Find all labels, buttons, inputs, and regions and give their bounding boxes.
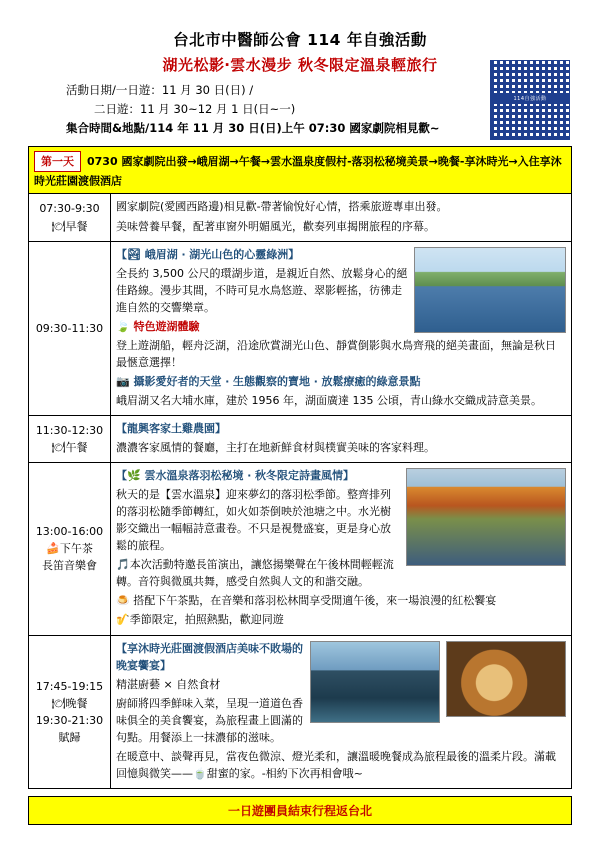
row-time-range: 13:00-16:00: [35, 525, 104, 539]
row-time-note: 🍽晚餐: [51, 696, 88, 710]
row-time-range-2: 19:30-21:30: [35, 713, 104, 727]
page-subtitle: 湖光松影‧雲水漫步 秋冬限定溫泉輕旅行: [162, 56, 438, 74]
row-time: [29, 194, 111, 241]
row-paragraph: 🎷季節限定，拍照熱點，歡迎同遊: [116, 613, 284, 627]
meta-line-dates: 活動日期/一日遊：11 月 30 日(日) /: [66, 83, 254, 97]
photo-cloud-water-hotspring: [406, 468, 566, 566]
row-paragraph: 🎵本次活動特邀長笛演出，讓悠揚樂聲在午後林間輕輕流轉。音符與微風共舞，感受自然與人文的和諧交融。: [116, 558, 394, 589]
row-paragraph: 濃濃客家風情的餐廳，主打在地新鮮食材與樸實美味的客家料理。: [116, 441, 435, 455]
row-time-note: 🍰下午茶: [46, 542, 93, 556]
row-headline: 【龍興客家土雞農園】: [116, 421, 226, 435]
row-headline: 【享沐時光莊園渡假酒店美味不敗場的晚宴饗宴】: [116, 641, 303, 672]
qr-code-label: 114自強活動: [491, 93, 569, 104]
row-headline: 【🏞 峨眉湖 ‧ 湖光山色的心靈綠洲】: [116, 247, 300, 261]
row-paragraph: 秋天的是【雲水溫泉】迎來夢幻的落羽松季節。整齊排列的落羽松隨季節轉紅，如火如荼倒映於池塘之中。水光樹影交織出一幅幅詩意畫卷。不只是視覺盛宴，更是身心放鬆的旅程。: [116, 488, 391, 553]
day-header-row: [29, 146, 572, 194]
row-content: [111, 194, 572, 241]
row-content: [111, 241, 572, 415]
meta-line-twoday: 二日遊：11 月 30~12 月 1 日(日~一): [94, 101, 296, 116]
row-time-note: 🍽早餐: [51, 219, 88, 233]
meta-line-meetup: 集合時間&地點/114 年 11 月 30 日(日)上午 07:30 國家劇院相見歡~: [66, 120, 440, 135]
row-content: [111, 635, 572, 788]
row-time-note-3: 賦歸: [58, 730, 81, 744]
row-content: [111, 463, 572, 635]
row-time-range: 09:30-11:30: [35, 321, 104, 335]
photo-emei-lake: [414, 247, 566, 333]
row-paragraph: 峨眉湖又名大埔水庫，建於 1956 年，湖面廣達 135 公頃，青山綠水交織成詩意美景。: [116, 393, 542, 407]
row-paragraph: 在暖意中、談聲再見，當夜色微涼、燈光柔和，讓溫暖晚餐成為旅程最後的溫柔片段。滿載回憶與微笑——🍵甜蜜的家。-相約下次再相會哦~: [116, 749, 556, 780]
row-time-range: 17:45-19:15: [35, 679, 104, 693]
photo-resort-hotel: [310, 641, 440, 723]
day-header-cell: [29, 146, 572, 194]
day-route: 0730 國家劇院出發→峨眉湖→午餐→雲水溫泉度假村-落羽松秘境美景→晚餐-享沐時光→入住享沐時光莊園渡假酒店: [34, 154, 562, 188]
row-paragraph: 精湛廚藝 × 自然食材: [116, 677, 221, 691]
table-row: [29, 463, 572, 635]
row-time-range: 11:30-12:30: [35, 423, 104, 437]
itinerary-table: [28, 146, 572, 789]
row-paragraph: 🍮 搭配下午茶點，在音樂和落羽松林間享受閒適午後，來一場浪漫的紅松饗宴: [116, 594, 497, 608]
row-paragraph: 登上遊湖船，輕舟泛湖，沿途欣賞湖光山色、靜賞倒影與水鳥齊飛的絕美畫面，無論是秋日最愜意選擇！: [116, 338, 556, 369]
row-time-note-2: 長笛音樂會: [42, 559, 97, 573]
row-paragraph: 📷 攝影愛好者的天堂 ‧ 生態觀察的寶地 ‧ 放鬆療癒的綠意景點: [116, 374, 421, 388]
footer-note: 一日遊團員結束行程返台北: [28, 796, 572, 825]
photo-dinner-dish: [446, 641, 566, 717]
day-flag: 第一天: [34, 151, 81, 172]
table-row: [29, 194, 572, 241]
table-row: [29, 415, 572, 462]
row-paragraph: 🍃 特色遊湖體驗: [116, 319, 200, 333]
table-row: [29, 635, 572, 788]
row-paragraph: 廚師將四季鮮味入菜，呈現一道道色香味俱全的美食饗宴，為旅程畫上圓滿的句點。用餐添上一抹濃郁的滋味。: [116, 696, 303, 744]
row-time: [29, 635, 111, 788]
row-paragraph: 國家劇院(愛國西路邊)相見歡-帶著愉悅好心情，搭乘旅遊專車出發。: [116, 200, 448, 214]
page-title: 台北市中醫師公會 114 年自強活動: [173, 31, 427, 49]
row-headline: 【🌿 雲水溫泉落羽松秘境 ‧ 秋冬限定詩畫風情】: [116, 469, 355, 483]
row-paragraph: 美味營養早餐，配著車窗外明媚風光，歡奏列車揭開旅程的序幕。: [116, 219, 435, 233]
row-time-range: 07:30-9:30: [39, 202, 100, 216]
table-row: [29, 241, 572, 415]
qr-code: [490, 60, 570, 140]
row-content: [111, 415, 572, 462]
row-time: [29, 241, 111, 415]
row-paragraph: 全長約 3,500 公尺的環湖步道，是親近自然、放鬆身心的絕佳路線。漫步其間，不時可見水鳥悠遊、翠影輕搖，彷彿走進自然的交響樂章。: [116, 266, 408, 314]
row-time-note: 🍽午餐: [51, 441, 88, 455]
row-time: [29, 415, 111, 462]
row-time: [29, 463, 111, 635]
